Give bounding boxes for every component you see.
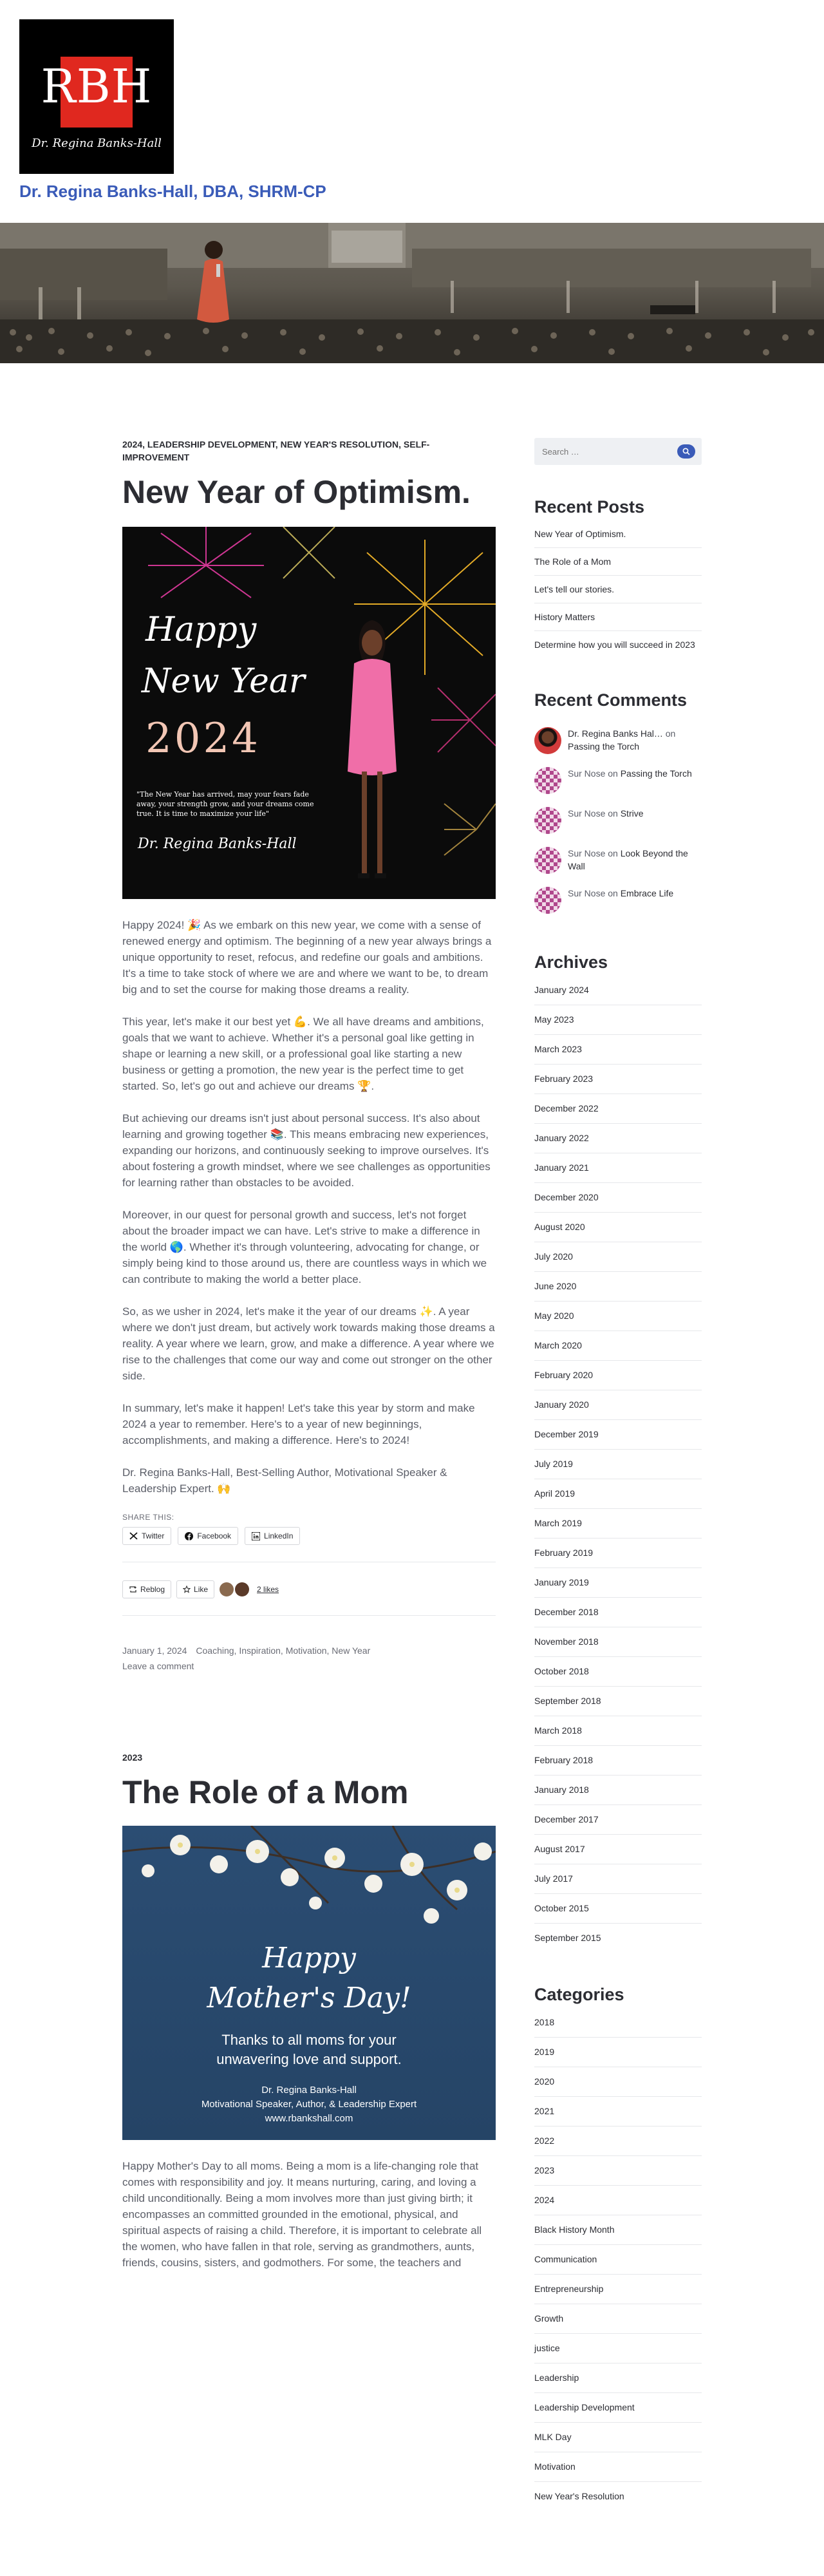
- comment-author: Sur Nose: [568, 848, 606, 858]
- category-link[interactable]: 2022: [534, 2126, 702, 2155]
- post-body: [122, 2158, 496, 2271]
- like-widget: [122, 1580, 496, 1598]
- post-paragraph: In summary, let's make it happen! Let's take this year by storm and make 2024 a year to remember. Here's to a year of new beginnings, accomplishments, and making a difference. Here's to 2024!: [122, 1402, 475, 1446]
- archive-link[interactable]: February 2023: [534, 1064, 702, 1094]
- comment-author[interactable]: Dr. Regina Banks Hal…: [568, 728, 663, 739]
- comment-author: Sur Nose: [568, 768, 606, 779]
- archive-link[interactable]: July 2017: [534, 1864, 702, 1893]
- site-logo[interactable]: [19, 19, 174, 174]
- image-signature-name: Dr. Regina Banks-Hall: [261, 2085, 357, 2096]
- archive-link[interactable]: March 2020: [534, 1331, 702, 1360]
- archive-link[interactable]: March 2019: [534, 1508, 702, 1538]
- archive-link[interactable]: December 2019: [534, 1419, 702, 1449]
- recent-comments-title: Recent Comments: [534, 690, 688, 710]
- image-year-text: 2024: [145, 715, 261, 762]
- comment-author: Sur Nose: [568, 888, 606, 898]
- archive-link[interactable]: February 2019: [534, 1538, 702, 1567]
- archive-link[interactable]: April 2019: [534, 1479, 702, 1508]
- hero-banner: [0, 223, 824, 363]
- post-tags[interactable]: Coaching, Inspiration, Motivation, New Year: [196, 1645, 371, 1656]
- recent-post-link[interactable]: Let's tell our stories.: [534, 575, 702, 603]
- reblog-icon: [129, 1586, 137, 1593]
- comment-post-link[interactable]: Look Beyond the Wall: [568, 848, 688, 871]
- recent-comment: [534, 761, 702, 800]
- archive-link[interactable]: August 2017: [534, 1834, 702, 1864]
- archive-link[interactable]: November 2018: [534, 1627, 702, 1656]
- post-date[interactable]: January 1, 2024: [122, 1645, 187, 1656]
- recent-comment: [534, 880, 702, 920]
- likes-count-link[interactable]: 2 likes: [257, 1585, 279, 1594]
- post-paragraph: Dr. Regina Banks-Hall, Best-Selling Author, Motivational Speaker & Leadership Expert. 🙌: [122, 1466, 447, 1495]
- star-icon: [183, 1586, 191, 1593]
- archive-link[interactable]: January 2019: [534, 1567, 702, 1597]
- comment-author: Sur Nose: [568, 808, 606, 819]
- share-linkedin-label: LinkedIn: [264, 1531, 294, 1540]
- archive-link[interactable]: February 2018: [534, 1745, 702, 1775]
- recent-post-link[interactable]: History Matters: [534, 603, 702, 630]
- category-link[interactable]: 2020: [534, 2067, 702, 2096]
- recent-comment: [534, 721, 702, 761]
- archive-link[interactable]: September 2015: [534, 1923, 702, 1953]
- share-linkedin-button[interactable]: [245, 1527, 300, 1545]
- post-paragraph: Moreover, in our quest for personal growth and success, let's not forget about the broader impact we can have. Let's strive to make a difference in the world 🌎. Whether it's through volunteering, advocating for change, or simply being kind to those around us, there are countless ways in which we can contribute to making the world a better place.: [122, 1209, 487, 1285]
- categories-list: [534, 2015, 702, 2511]
- archives-title: Archives: [534, 952, 608, 972]
- liker-avatar[interactable]: [235, 1582, 249, 1596]
- image-thanks-text: Thanks to all moms for your: [221, 2032, 397, 2048]
- like-label: Like: [194, 1585, 209, 1594]
- commenter-avatar[interactable]: [534, 727, 561, 754]
- category-link[interactable]: Leadership: [534, 2363, 702, 2392]
- sidebar: [534, 438, 702, 2511]
- comment-post-link[interactable]: Strive: [620, 808, 644, 819]
- image-signature-text: Dr. Regina Banks-Hall: [138, 836, 297, 852]
- post-meta-footer: [122, 1643, 496, 1674]
- archive-link[interactable]: December 2020: [534, 1182, 702, 1212]
- image-support-text: unwavering love and support.: [216, 2051, 402, 2067]
- category-link[interactable]: 2024: [534, 2185, 702, 2215]
- archive-link[interactable]: June 2020: [534, 1271, 702, 1301]
- recent-posts-list: [534, 527, 702, 658]
- search-input[interactable]: [542, 438, 671, 465]
- image-mothers-day-text: Mother's Day!: [207, 1982, 411, 2014]
- category-link[interactable]: Motivation: [534, 2452, 702, 2481]
- comment-post-link[interactable]: Passing the Torch: [620, 768, 692, 779]
- recent-post-link[interactable]: Determine how you will succeed in 2023: [534, 630, 702, 658]
- category-link[interactable]: 2023: [534, 2155, 702, 2185]
- comment-on: on: [608, 768, 618, 779]
- post-paragraph: So, as we usher in 2024, let's make it the year of our dreams ✨. A year where we don't just dream, but actively work towards making those dreams a reality. A year where we learn, grow, and make a difference. A year where we rise to the challenges that come our way and come out stronger on the other side.: [122, 1305, 495, 1382]
- commenter-avatar[interactable]: [534, 887, 561, 914]
- category-link[interactable]: 2018: [534, 2017, 555, 2027]
- categories-title: Categories: [534, 1985, 624, 2004]
- comment-post-link[interactable]: Passing the Torch: [568, 741, 640, 752]
- share-facebook-button[interactable]: [178, 1527, 238, 1545]
- like-button[interactable]: [176, 1580, 214, 1598]
- divider: [122, 1615, 496, 1616]
- comment-on: on: [608, 808, 618, 819]
- archive-link[interactable]: December 2018: [534, 1597, 702, 1627]
- archive-link[interactable]: July 2020: [534, 1242, 702, 1271]
- site-title[interactable]: Dr. Regina Banks-Hall, DBA, SHRM-CP: [19, 182, 326, 201]
- post-paragraph: This year, let's make it our best yet 💪. We all have dreams and ambitions, goals that we want to achieve. Whether it's a personal goal like getting in shape or learning a new skill, or a professional goal like starting a new business or getting a promotion, the new year is the perfect time to get started. So, let's go out and achieve our dreams 🏆.: [122, 1016, 484, 1092]
- archive-link[interactable]: January 2024: [534, 985, 589, 995]
- recent-post-link[interactable]: The Role of a Mom: [534, 547, 702, 575]
- recent-posts-title: Recent Posts: [534, 497, 645, 516]
- site-header: [0, 0, 824, 223]
- post-excerpt: Happy Mother's Day to all moms. Being a mom is a life-changing role that comes with responsibility and joy. It means nurturing, caring, and loving a child unconditionally. Being a mom involves more than just giving birth; it encompasses an committed grounded in the emotional, physical, and spiritual aspects of raising a child. Therefore, it is important to celebrate all the women, who have fallen in that role, serving as grandmothers, aunts, friends, cousins, sisters, and godmothers. For some, the teachers and: [122, 2160, 482, 2269]
- category-link[interactable]: 2021: [534, 2096, 702, 2126]
- share-twitter-button[interactable]: [122, 1527, 171, 1545]
- commenter-avatar[interactable]: [534, 807, 561, 834]
- reblog-label: Reblog: [140, 1585, 165, 1594]
- comment-on: on: [608, 848, 618, 858]
- image-signature-title: Motivational Speaker, Author, & Leadership Expert: [201, 2099, 417, 2110]
- archive-link[interactable]: December 2017: [534, 1804, 702, 1834]
- reblog-button[interactable]: [122, 1580, 171, 1598]
- new-year-2024-image: [122, 527, 496, 899]
- category-link[interactable]: 2019: [534, 2037, 702, 2067]
- share-facebook-label: Facebook: [197, 1531, 232, 1540]
- archive-link[interactable]: March 2018: [534, 1716, 702, 1745]
- archive-link[interactable]: March 2023: [534, 1034, 702, 1064]
- post-body: [122, 917, 496, 1497]
- archive-link[interactable]: October 2018: [534, 1656, 702, 1686]
- twitter-icon: [129, 1532, 138, 1540]
- image-website: www.rbankshall.com: [265, 2113, 353, 2124]
- search-icon: [682, 448, 690, 455]
- image-happy-text: Happy: [145, 611, 257, 649]
- archive-link[interactable]: January 2018: [534, 1775, 702, 1804]
- share-buttons: [122, 1527, 496, 1545]
- share-twitter-label: Twitter: [142, 1531, 165, 1540]
- category-link[interactable]: Growth: [534, 2304, 702, 2333]
- archive-link[interactable]: July 2019: [534, 1449, 702, 1479]
- archive-link[interactable]: August 2020: [534, 1212, 702, 1242]
- post-title[interactable]: New Year of Optimism.: [122, 474, 471, 510]
- facebook-icon: [185, 1532, 193, 1540]
- category-link[interactable]: Leadership Development: [534, 2392, 702, 2422]
- post-paragraph: But achieving our dreams isn't just about personal success. It's also about learning and growing together 📚. This means embracing new experiences, expanding our horizons, and continuously seeking to improve ourselves. It's about fostering a growth mindset, where we see challenges as opportunities for learning rather than obstacles to be avoided.: [122, 1112, 491, 1189]
- logo-signature: Dr. Regina Banks-Hall: [32, 137, 162, 150]
- post-role-of-a-mom: [122, 1751, 496, 2271]
- archive-link[interactable]: January 2020: [534, 1390, 702, 1419]
- comment-on: on: [608, 888, 618, 898]
- comment-on: on: [665, 728, 676, 739]
- comment-post-link[interactable]: Embrace Life: [620, 888, 674, 898]
- share-label: SHARE THIS:: [122, 1513, 174, 1522]
- archive-link[interactable]: May 2020: [534, 1301, 702, 1331]
- category-link[interactable]: New Year's Resolution: [534, 2481, 702, 2511]
- archive-link[interactable]: January 2022: [534, 1123, 702, 1153]
- image-quote-text: "The New Year has arrived, may your fears fade away, your strength grow, and your dreams come true. It is time to maximize your life": [136, 790, 314, 818]
- search-form: [534, 438, 702, 465]
- image-new-year-text: New Year: [142, 662, 305, 701]
- post-paragraph: Happy 2024! 🎉 As we embark on this new year, we come with a sense of renewed energy and optimism. The beginning of a new year always brings a unique opportunity to reset, refocus, and redefine our goals and ambitions. It's a time to take stock of where we are and where we want to be, to dream big and to set the course for making those dreams a reality.: [122, 919, 492, 996]
- archive-link[interactable]: January 2021: [534, 1153, 702, 1182]
- liker-avatar[interactable]: [220, 1582, 234, 1596]
- recent-post-link[interactable]: New Year of Optimism.: [534, 529, 626, 539]
- archive-link[interactable]: October 2015: [534, 1893, 702, 1923]
- archive-link[interactable]: December 2022: [534, 1094, 702, 1123]
- hero-conference-photo: [0, 223, 824, 363]
- category-link[interactable]: Black History Month: [534, 2215, 702, 2244]
- image-happy-text: Happy: [262, 1942, 356, 1975]
- leave-comment-link[interactable]: Leave a comment: [122, 1661, 194, 1671]
- post-categories[interactable]: 2024, LEADERSHIP DEVELOPMENT, NEW YEAR'S RESOLUTION, SELF-IMPROVEMENT: [122, 439, 430, 462]
- main-content: [122, 438, 496, 2287]
- category-link[interactable]: Entrepreneurship: [534, 2274, 702, 2304]
- linkedin-icon: [252, 1532, 260, 1540]
- post-title[interactable]: The Role of a Mom: [122, 1774, 409, 1810]
- commenter-avatar[interactable]: [534, 847, 561, 874]
- archive-link[interactable]: May 2023: [534, 1005, 702, 1034]
- category-link[interactable]: MLK Day: [534, 2422, 702, 2452]
- category-link[interactable]: justice: [534, 2333, 702, 2363]
- recent-comment: [534, 800, 702, 840]
- archives-list: [534, 983, 702, 1953]
- archive-link[interactable]: September 2018: [534, 1686, 702, 1716]
- recent-comment: [534, 840, 702, 880]
- commenter-avatar[interactable]: [534, 767, 561, 794]
- post-new-year-of-optimism: [122, 438, 496, 1674]
- post-categories[interactable]: 2023: [122, 1752, 143, 1763]
- logo-letters: RBH: [41, 59, 153, 113]
- category-link[interactable]: Communication: [534, 2244, 702, 2274]
- search-button[interactable]: [677, 444, 695, 459]
- recent-comments-list: [534, 721, 702, 920]
- mothers-day-image: [122, 1826, 496, 2140]
- archive-link[interactable]: February 2020: [534, 1360, 702, 1390]
